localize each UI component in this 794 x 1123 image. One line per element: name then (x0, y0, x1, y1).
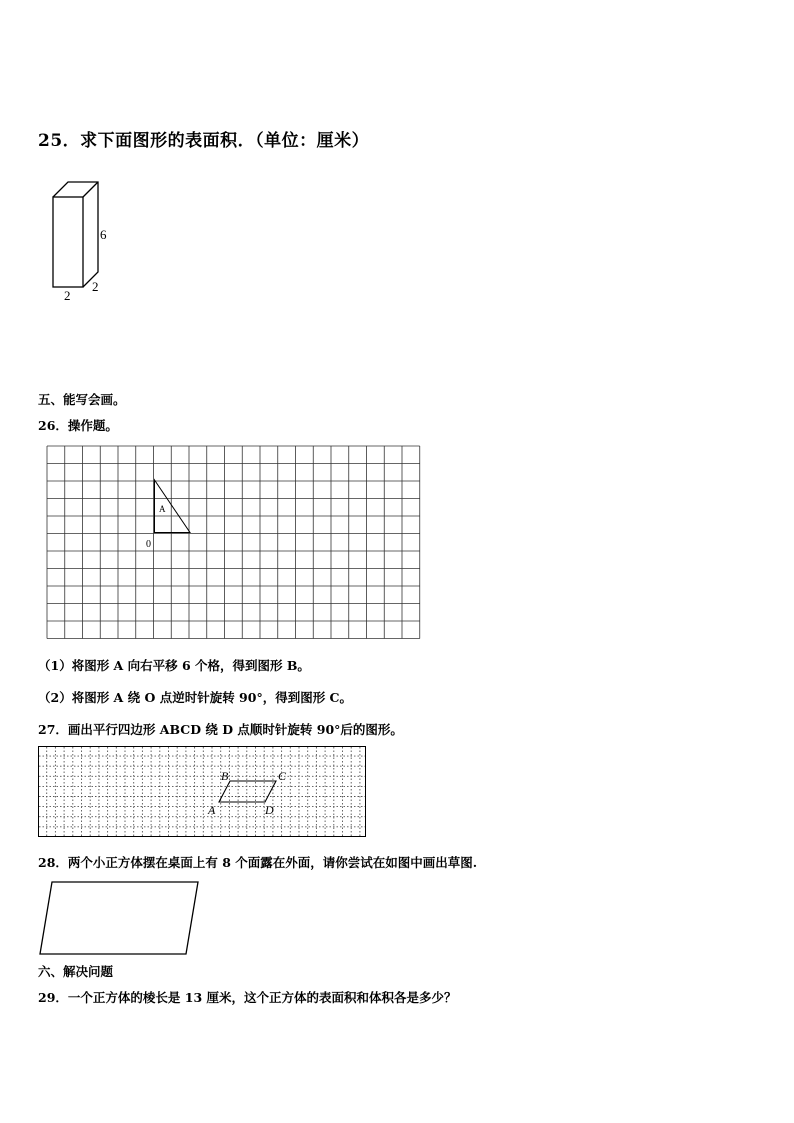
question-28-title: 28．两个小正方体摆在桌面上有 8 个面露在外面，请你尝试在如图中画出草图. (38, 855, 478, 870)
section-5-title: 五、能写会画。 (38, 392, 126, 407)
vertex-d-label: D (265, 803, 274, 817)
vertex-b-label: B (221, 769, 229, 783)
label-width: 2 (64, 288, 71, 303)
label-depth: 2 (92, 279, 99, 294)
question-26-part-1: （1）将图形 A 向右平移 6 个格，得到图形 B。 (38, 658, 310, 673)
vertex-a-label: A (208, 803, 216, 817)
label-height: 6 (100, 227, 107, 242)
question-26-part-2: （2）将图形 A 绕 O 点逆时针旋转 90°，得到图形 C。 (38, 690, 352, 705)
parallelogram-abcd (219, 781, 276, 802)
cuboid-figure (40, 170, 130, 310)
dotted-grid-27 (38, 746, 368, 840)
question-29-title: 29．一个正方体的棱长是 13 厘米，这个正方体的表面积和体积各是多少？ (38, 990, 457, 1005)
origin-label: 0 (146, 539, 151, 550)
shape-a-label: A (159, 504, 166, 514)
question-25-title: 25．求下面图形的表面积．（单位：厘米） (38, 131, 370, 151)
vertex-c-label: C (278, 769, 287, 783)
grid-26 (46, 445, 426, 640)
section-6-title: 六、解决问题 (38, 964, 114, 979)
parallelogram-28 (38, 878, 202, 960)
question-27-title: 27．画出平行四边形 ABCD 绕 D 点顺时针旋转 90°后的图形。 (38, 722, 403, 737)
question-26-title: 26．操作题。 (38, 418, 118, 433)
